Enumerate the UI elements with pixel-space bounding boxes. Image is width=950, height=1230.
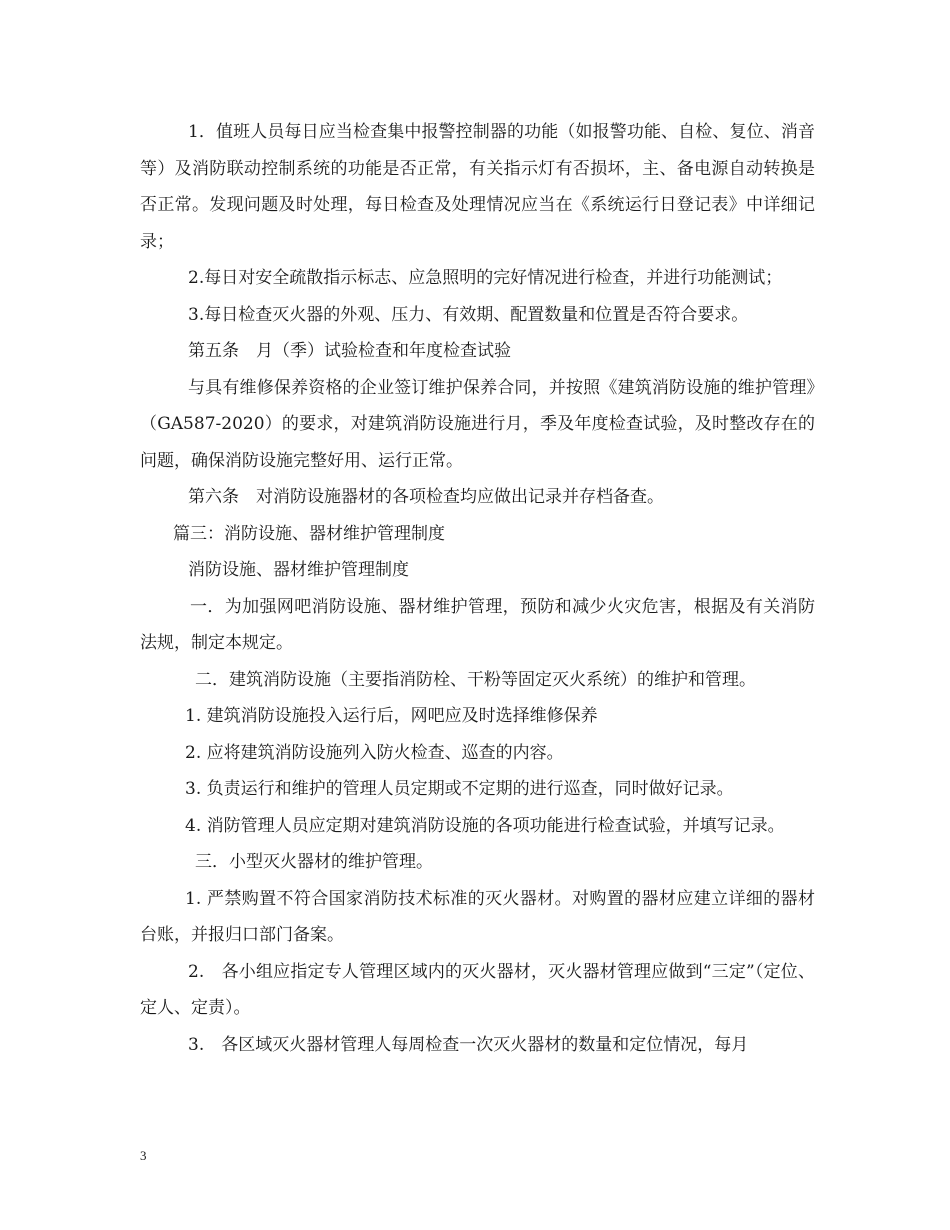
article-6-heading: 第六条 对消防设施器材的各项检查均应做出记录并存档备查。 [188,487,664,507]
page-number: 3 [140,1148,147,1163]
clause-1: 一．为加强网吧消防设施、器材维护管理，预防和减少火灾危害，根据及有关消防法规，制定本规定。 [140,596,815,653]
clause-2-item-1: 1. 建筑消防设施投入运行后，网吧应及时选择维修保养 [185,706,598,726]
clause-3-item-1: 1. 严禁购置不符合国家消防技术标准的灭火器材。对购置的器材应建立详细的器材台账，并报归口部门备案。 [140,888,815,945]
paragraph-3: 3.每日检查灭火器的外观、压力、有效期、配置数量和位置是否符合要求。 [188,304,749,325]
paragraph-2: 2.每日对安全疏散指示标志、应急照明的完好情况进行检查，并进行功能测试； [188,268,783,288]
section-title: 篇三：消防设施、器材维护管理制度 [173,523,445,544]
section-subtitle: 消防设施、器材维护管理制度 [188,560,409,580]
clause-2: 二．建筑消防设施（主要指消防栓、干粉等固定灭火系统）的维护和管理。 [195,669,756,690]
clause-3-item-3: 3. 各区域灭火器材管理人每周检查一次灭火器材的数量和定位情况，每月 [188,1034,749,1055]
clause-2-item-4: 4. 消防管理人员应定期对建筑消防设施的各项功能进行检查试验，并填写记录。 [185,815,785,836]
clause-3: 三．小型灭火器材的维护管理。 [195,852,433,872]
clause-2-item-3: 3. 负责运行和维护的管理人员定期或不定期的进行巡查，同时做好记录。 [185,779,734,799]
clause-2-item-2: 2. 应将建筑消防设施列入防火检查、巡查的内容。 [185,742,564,763]
document-body [140,114,815,1063]
clause-3-item-2: 2. 各小组应指定专人管理区域内的灭火器材，灭火器材管理应做到“三定”（定位、定人、定责）。 [140,961,815,1018]
article-5-heading: 第五条 月（季）试验检查和年度检查试验 [188,341,511,361]
paragraph-5: 与具有维修保养资格的企业签订维护保养合同，并按照《建筑消防设施的维护管理》（GA587-2020）的要求，对建筑消防设施进行月，季及年度检查试验，及时整改存在的问题，确保消防设施完整好用、运行正常。 [140,377,815,471]
paragraph-1: 1．值班人员每日应当检查集中报警控制器的功能（如报警功能、自检、复位、消音等）及消防联动控制系统的功能是否正常，有关指示灯有否损坏，主、备电源自动转换是否正常。发现问题及时处理，每日检查及处理情况应当在《系统运行日登记表》中详细记录； [140,122,815,252]
